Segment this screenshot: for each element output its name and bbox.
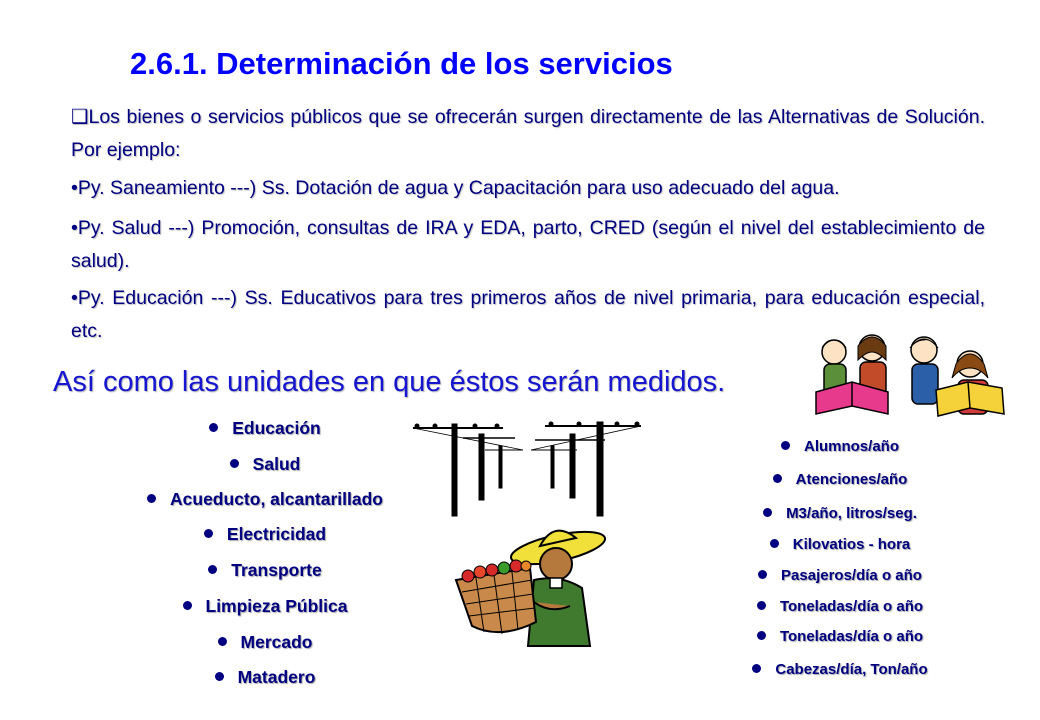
bullet-dot-icon [204,529,213,538]
list-item: Pasajeros/día o año [700,567,980,584]
list-item: Toneladas/día o año [700,628,980,645]
example-text: Py. Saneamiento ---) Ss. Dotación de agua y Capacitación para uso adecuado del agua. [77,177,840,199]
list-item: Acueducto, alcantarillado [60,489,470,510]
vendor-with-basket-image [450,518,610,648]
bullet-dot-icon [147,494,156,503]
slide-title: 2.6.1. Determinación de los servicios [130,46,673,81]
example-bullet: • [71,177,78,199]
list-item: Mercado [60,632,470,653]
example-bullet: • [71,287,78,309]
bullet-dot-icon [218,637,227,646]
bullet-dot-icon [770,539,779,548]
bullet-dot-icon [230,459,239,468]
list-item: Limpieza Pública [60,596,470,617]
intro-paragraph [71,100,985,167]
checkbox-bullet-icon: ❑ [71,105,89,128]
bullet-dot-icon [183,601,192,610]
bullet-dot-icon [209,423,218,432]
children-reading-image [812,328,1012,420]
list-item: Toneladas/día o año [700,598,980,615]
bullet-dot-icon [215,672,224,681]
list-item: Electricidad [60,524,470,545]
list-item: Alumnos/año [700,438,980,455]
list-item: Kilovatios - hora [700,536,980,553]
bullet-dot-icon [773,474,782,483]
list-item: Matadero [60,667,470,688]
list-item: M3/año, litros/seg. [700,505,980,522]
list-item: Cabezas/día, Ton/año [700,661,980,678]
units-subtitle: Así como las unidades en que éstos serán medidos. [53,366,726,398]
example-saneamiento [71,172,985,205]
example-salud [71,212,985,278]
bullet-dot-icon [758,570,767,579]
bullet-dot-icon [781,441,790,450]
units-list [700,438,980,708]
list-item: Transporte [60,560,470,581]
bullet-dot-icon [752,664,761,673]
list-item: Salud [60,454,470,475]
list-item: Educación [60,418,470,439]
example-text: Py. Educación ---) Ss. Educativos para tres primeros años de nivel primaria, para educación especial, etc. [71,287,985,342]
bullet-dot-icon [757,601,766,610]
bullet-dot-icon [757,631,766,640]
example-bullet: • [71,217,78,239]
example-text: Py. Salud ---) Promoción, consultas de IRA y EDA, parto, CRED (según el nivel del establecimiento de salud). [71,217,985,272]
bullet-dot-icon [208,565,217,574]
power-lines-image [405,418,645,518]
intro-text: Los bienes o servicios públicos que se ofrecerán surgen directamente de las Alternativas de Solución. Por ejemplo: [71,106,985,161]
list-item: Atenciones/año [700,471,980,488]
bullet-dot-icon [763,508,772,517]
